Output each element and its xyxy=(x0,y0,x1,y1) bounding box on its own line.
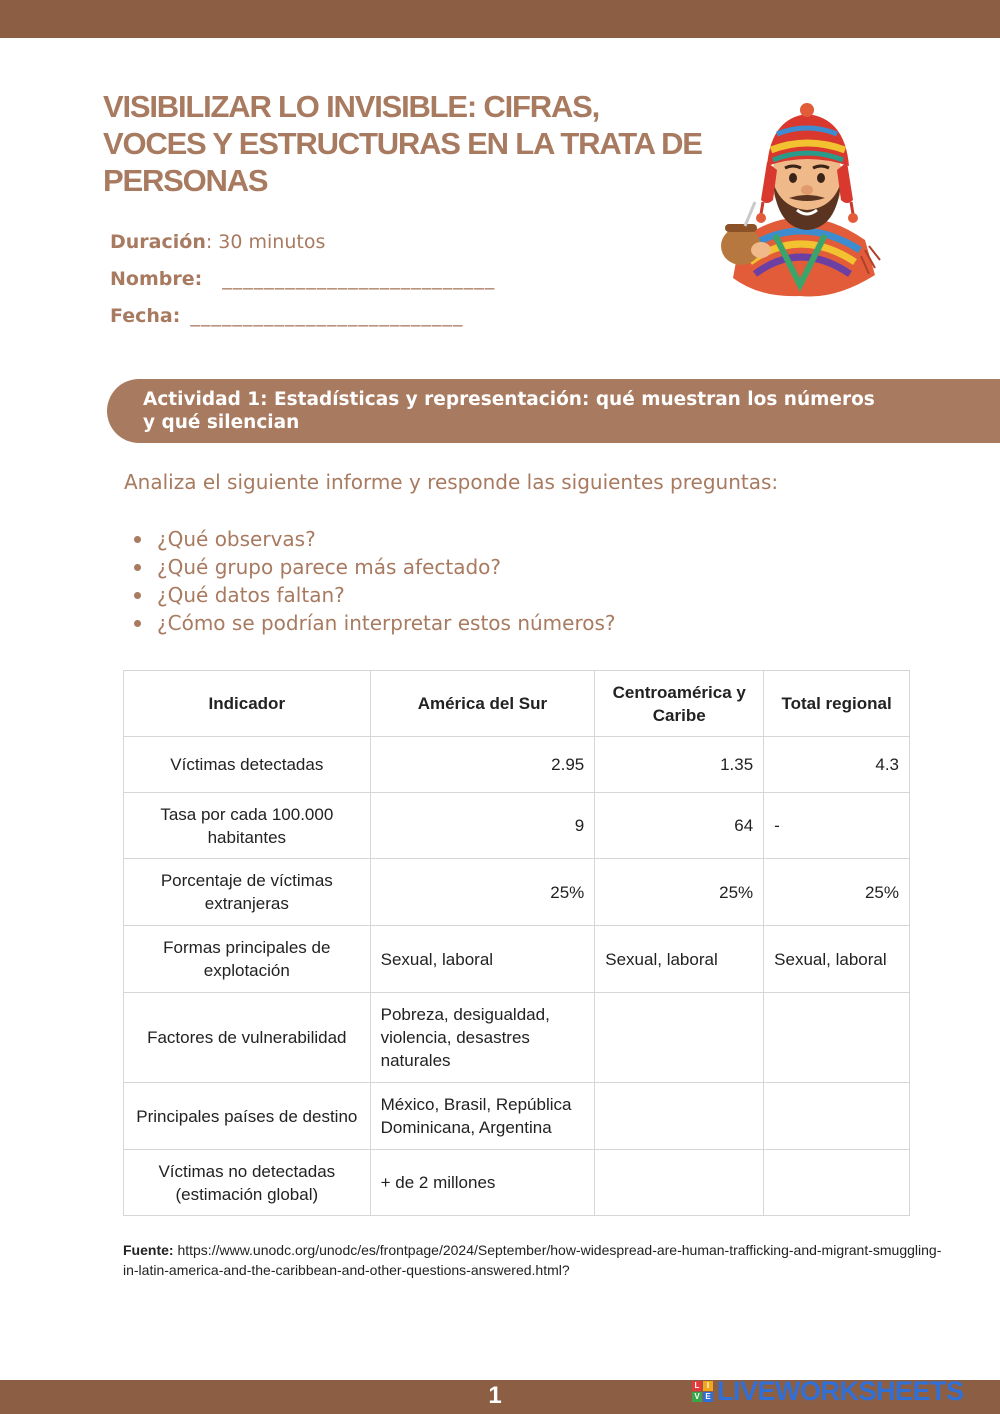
question-item: ¿Qué observas? xyxy=(134,525,616,553)
table-cell: Víctimas no detectadas (estimación global) xyxy=(124,1150,371,1216)
table-header-cell: Total regional xyxy=(764,671,910,737)
table-cell: 64 xyxy=(595,793,764,859)
top-bar xyxy=(0,0,1000,38)
table-cell: Tasa por cada 100.000 habitantes xyxy=(124,793,371,859)
table-row xyxy=(124,1083,910,1150)
table-cell: Víctimas detectadas xyxy=(124,737,371,793)
source-label: Fuente: xyxy=(123,1242,174,1258)
table-cell xyxy=(764,1083,910,1150)
table-cell: - xyxy=(764,793,910,859)
table-row xyxy=(124,793,910,859)
table-header-cell: Centroamérica y Caribe xyxy=(595,671,764,737)
table-cell: 25% xyxy=(595,859,764,926)
question-item: ¿Cómo se podrían interpretar estos números? xyxy=(134,609,616,637)
mascot-illustration xyxy=(715,100,885,300)
table-cell: México, Brasil, República Dominicana, Argentina xyxy=(370,1083,595,1150)
table-cell: Pobreza, desigualdad, violencia, desastres naturales xyxy=(370,993,595,1083)
table-cell: 9 xyxy=(370,793,595,859)
table-cell: 4.3 xyxy=(764,737,910,793)
activity-title: Actividad 1: Estadísticas y representación: qué muestran los números y qué silencian xyxy=(143,389,875,433)
table-cell xyxy=(595,1150,764,1216)
table-header-cell: Indicador xyxy=(124,671,371,737)
date-line xyxy=(110,305,463,327)
table-cell: Porcentaje de víctimas extranjeras xyxy=(124,859,371,926)
table-row xyxy=(124,859,910,926)
table-cell: Sexual, laboral xyxy=(764,926,910,993)
table-row xyxy=(124,1150,910,1216)
name-label: Nombre: xyxy=(110,268,203,290)
question-item: ¿Qué grupo parece más afectado? xyxy=(134,553,616,581)
page-title: VISIBILIZAR LO INVISIBLE: CIFRAS, VOCES Y ESTRUCTURAS EN LA TRATA DE PERSONAS xyxy=(103,89,702,198)
name-line xyxy=(110,268,495,290)
table-cell xyxy=(595,1083,764,1150)
table-cell: Sexual, laboral xyxy=(595,926,764,993)
table-cell: Factores de vulnerabilidad xyxy=(124,993,371,1083)
table-cell: Formas principales de explotación xyxy=(124,926,371,993)
table-cell: Sexual, laboral xyxy=(370,926,595,993)
table-cell: 1.35 xyxy=(595,737,764,793)
table-cell: + de 2 millones xyxy=(370,1150,595,1216)
duration-label: Duración xyxy=(110,231,206,253)
table-cell xyxy=(764,993,910,1083)
question-list xyxy=(134,525,616,637)
table-row xyxy=(124,993,910,1083)
table-row xyxy=(124,737,910,793)
table-cell: Principales países de destino xyxy=(124,1083,371,1150)
table-cell xyxy=(595,993,764,1083)
logo-text: LIVEWORKSHEETS xyxy=(717,1375,964,1406)
activity-intro: Analiza el siguiente informe y responde las siguientes preguntas: xyxy=(124,470,779,494)
date-label: Fecha: xyxy=(110,305,181,327)
table-cell: 25% xyxy=(370,859,595,926)
table-header-cell: América del Sur xyxy=(370,671,595,737)
question-item: ¿Qué datos faltan? xyxy=(134,581,616,609)
liveworksheets-logo[interactable] xyxy=(692,1376,964,1406)
table-header-row xyxy=(124,671,910,737)
date-field[interactable]: __________________________ xyxy=(190,305,464,327)
page-number: 1 xyxy=(488,1382,502,1409)
table-cell: 2.95 xyxy=(370,737,595,793)
source-link[interactable]: https://www.unodc.org/unodc/es/frontpage/2024/September/how-widespread-are-human-trafficking-and-migrant-smuggling-in-latin-america-and-the-caribbean-and-other-questions-answered.html? xyxy=(123,1242,942,1278)
logo-grid-icon: L I V E xyxy=(692,1381,713,1402)
duration-line xyxy=(110,231,325,253)
table-row xyxy=(124,926,910,993)
statistics-table xyxy=(123,670,910,1216)
source-note xyxy=(123,1240,953,1280)
duration-value: : 30 minutos xyxy=(205,231,326,253)
table-cell xyxy=(764,1150,910,1216)
table-cell: 25% xyxy=(764,859,910,926)
name-field[interactable]: __________________________ xyxy=(222,268,496,290)
